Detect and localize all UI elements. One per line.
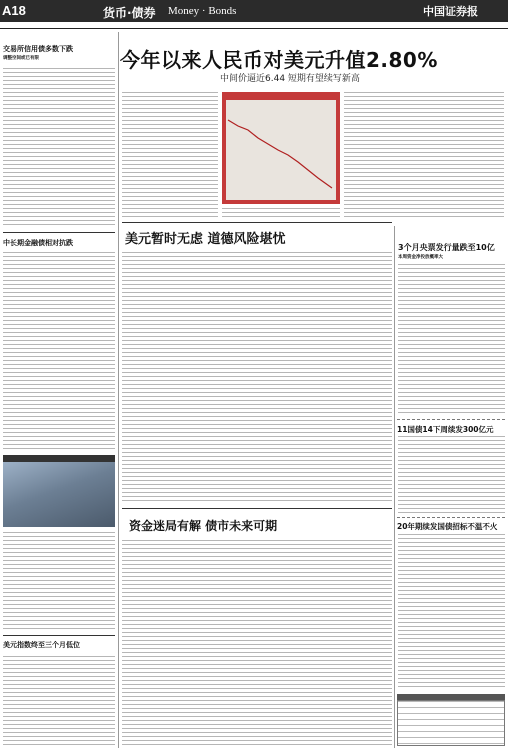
right-headline-1: 3个月央票发行量跌至10亿 <box>398 243 495 252</box>
divider <box>3 635 115 636</box>
page-number: A18 <box>2 3 26 18</box>
main-article-col-1 <box>122 92 218 218</box>
main-article-col-3 <box>344 92 504 220</box>
right-subheadline-1: 本周资金净投放概率大 <box>398 255 443 260</box>
divider <box>3 232 115 233</box>
left-headline-3: 美元指数终至三个月低位 <box>3 641 80 649</box>
left-subheadline-1: 调整空间或已有限 <box>3 56 39 61</box>
divider <box>397 419 505 420</box>
section-title-en: Money · Bonds <box>168 5 237 17</box>
left-article-3-body <box>3 656 115 746</box>
middle-headline-1: 美元暂时无虑 道德风险堪忧 <box>125 232 286 247</box>
left-headline-1: 交易所信用债多数下跌 <box>3 45 73 53</box>
divider <box>397 517 505 518</box>
right-headline-2: 11国债14下周续发300亿元 <box>397 425 494 434</box>
middle-article-2-body <box>122 540 392 746</box>
newspaper-logo: 中国证券报 <box>423 5 478 18</box>
section-title: 货币·债券 <box>103 6 156 20</box>
main-subheadline: 中间价逼近6.44 短期有望续写新高 <box>220 74 360 84</box>
photo-caption-bar <box>3 455 115 462</box>
rate-chart-line <box>226 100 336 200</box>
left-article-1-body <box>3 68 115 228</box>
header-rule <box>0 28 508 29</box>
left-article-2-body-cont <box>3 532 115 632</box>
right-article-1-body <box>398 264 505 416</box>
right-article-2-body <box>398 436 505 514</box>
left-headline-2: 中长期金融债相对抗跌 <box>3 239 73 247</box>
page-header <box>0 0 508 30</box>
rate-chart-area <box>226 100 336 200</box>
middle-headline-2: 资金迷局有解 债市未来可期 <box>129 519 278 533</box>
middle-article-1-body <box>122 252 392 502</box>
right-article-3-body <box>398 534 505 690</box>
data-table <box>397 700 505 746</box>
divider <box>122 222 392 223</box>
article-photo <box>3 462 115 527</box>
divider <box>122 508 392 509</box>
right-headline-3: 20年期续发国债招标不温不火 <box>397 522 498 531</box>
chart-caption <box>222 92 340 98</box>
column-rule <box>118 32 119 748</box>
main-headline: 今年以来人民币对美元升值2.80% <box>120 48 438 72</box>
column-rule <box>394 226 395 748</box>
main-article-col-2 <box>222 208 340 220</box>
left-article-2-body <box>3 252 115 450</box>
